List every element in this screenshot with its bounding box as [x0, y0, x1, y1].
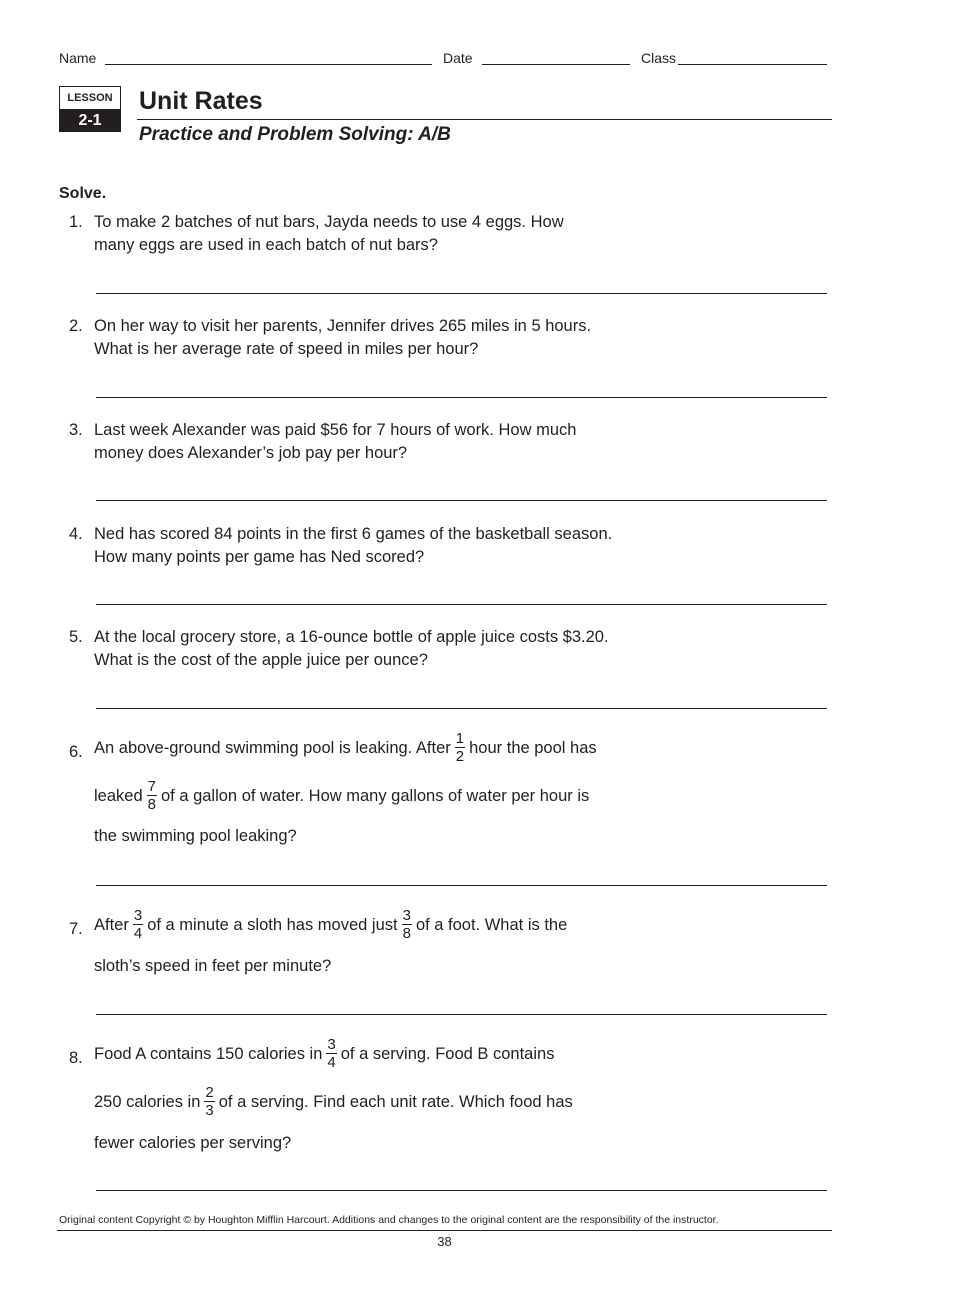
question-2-line-2: What is her average rate of speed in miles per hour?	[94, 340, 479, 358]
question-3-number: 3.	[69, 421, 83, 439]
page-subtitle: Practice and Problem Solving: A/B	[139, 124, 451, 145]
lesson-badge-label: LESSON	[59, 86, 121, 110]
fraction-denominator: 2	[455, 748, 465, 765]
date-field[interactable]	[482, 50, 630, 65]
question-6-text-a: An above-ground swimming pool is leaking. After	[94, 738, 451, 757]
question-1-line-1: To make 2 batches of nut bars, Jayda needs to use 4 eggs. How	[94, 213, 564, 231]
question-6-line-2	[94, 779, 589, 814]
question-5-line-1: At the local grocery store, a 16-ounce bottle of apple juice costs $3.20.	[94, 628, 609, 646]
question-7-text-c: of a foot. What is the	[415, 915, 568, 934]
fraction-two-thirds	[204, 1084, 214, 1119]
question-8-text-b: of a serving. Food B contains	[340, 1044, 555, 1063]
footer-divider	[57, 1230, 832, 1231]
question-8-line-1	[94, 1037, 554, 1072]
question-1-text	[94, 211, 564, 257]
question-5-number: 5.	[69, 628, 83, 646]
answer-line-6[interactable]	[96, 885, 827, 886]
answer-line-2[interactable]	[96, 397, 827, 398]
fraction-numerator: 3	[327, 1036, 336, 1053]
question-8-line-3: fewer calories per serving?	[94, 1134, 292, 1152]
fraction-denominator: 4	[133, 925, 143, 942]
fraction-three-eighths	[402, 907, 412, 942]
question-7-number: 7.	[69, 920, 83, 938]
name-label: Name	[59, 50, 97, 66]
question-6-text-c: leaked	[94, 786, 143, 805]
question-4-line-1: Ned has scored 84 points in the first 6 games of the basketball season.	[94, 525, 613, 543]
answer-line-5[interactable]	[96, 708, 827, 709]
title-divider	[137, 119, 832, 120]
name-field[interactable]	[105, 50, 432, 65]
fraction-denominator: 3	[205, 1102, 214, 1119]
question-3-line-1: Last week Alexander was paid $56 for 7 hours of work. How much	[94, 421, 577, 439]
question-3-text	[94, 419, 576, 465]
fraction-numerator: 3	[402, 907, 411, 924]
lesson-badge-number: 2-1	[59, 110, 121, 132]
fraction-three-fourths	[133, 907, 143, 942]
question-8-line-2	[94, 1085, 573, 1120]
copyright-notice: Original content Copyright © by Houghton Mifflin Harcourt. Additions and changes to the original content are the responsibility of the instructor.	[59, 1214, 719, 1226]
question-2-number: 2.	[69, 317, 83, 335]
answer-line-1[interactable]	[96, 293, 827, 294]
class-field[interactable]	[678, 50, 827, 65]
question-4-line-2: How many points per game has Ned scored?	[94, 548, 425, 566]
question-6-number: 6.	[69, 743, 83, 761]
question-5-line-2: What is the cost of the apple juice per ounce?	[94, 651, 428, 669]
question-3-line-2: money does Alexander’s job pay per hour?	[94, 444, 408, 462]
question-2-line-1: On her way to visit her parents, Jennifer drives 265 miles in 5 hours.	[94, 317, 592, 335]
question-8-text-a: Food A contains 150 calories in	[94, 1044, 323, 1063]
question-7-text-a: After	[94, 915, 129, 934]
question-8-text-c: 250 calories in	[94, 1092, 201, 1111]
fraction-numerator: 1	[455, 730, 465, 747]
fraction-numerator: 7	[147, 778, 156, 795]
question-6-text-b: hour the pool has	[469, 738, 597, 757]
fraction-denominator: 8	[402, 925, 411, 942]
fraction-numerator: 3	[133, 907, 143, 924]
fraction-one-half	[455, 730, 465, 765]
page-number: 38	[437, 1234, 452, 1249]
date-label: Date	[443, 50, 473, 66]
question-6-line-1	[94, 731, 597, 766]
instructions: Solve.	[59, 185, 107, 202]
question-8-number: 8.	[69, 1049, 83, 1067]
answer-line-4[interactable]	[96, 604, 827, 605]
fraction-denominator: 4	[327, 1054, 336, 1071]
fraction-three-fourths	[326, 1036, 336, 1071]
lesson-badge	[59, 86, 121, 131]
question-7-line-1	[94, 908, 567, 943]
question-6-text-d: of a gallon of water. How many gallons of water per hour is	[160, 786, 590, 805]
page-title: Unit Rates	[139, 87, 263, 115]
question-1-line-2: many eggs are used in each batch of nut bars?	[94, 236, 438, 254]
class-label: Class	[641, 50, 677, 66]
question-7-line-2: sloth’s speed in feet per minute?	[94, 957, 332, 975]
fraction-denominator: 8	[147, 796, 156, 813]
answer-line-7[interactable]	[96, 1014, 827, 1015]
question-5-text	[94, 626, 609, 672]
question-4-number: 4.	[69, 525, 83, 543]
answer-line-8[interactable]	[96, 1190, 827, 1191]
question-1-number: 1.	[69, 213, 83, 231]
fraction-numerator: 2	[205, 1084, 214, 1101]
fraction-seven-eighths	[147, 778, 157, 813]
question-4-text	[94, 523, 612, 569]
answer-line-3[interactable]	[96, 500, 827, 501]
question-2-text	[94, 315, 591, 361]
question-7-text-b: of a minute a sloth has moved just	[147, 915, 398, 934]
question-8-text-d: of a serving. Find each unit rate. Which food has	[218, 1092, 573, 1111]
question-6-line-3: the swimming pool leaking?	[94, 827, 297, 845]
